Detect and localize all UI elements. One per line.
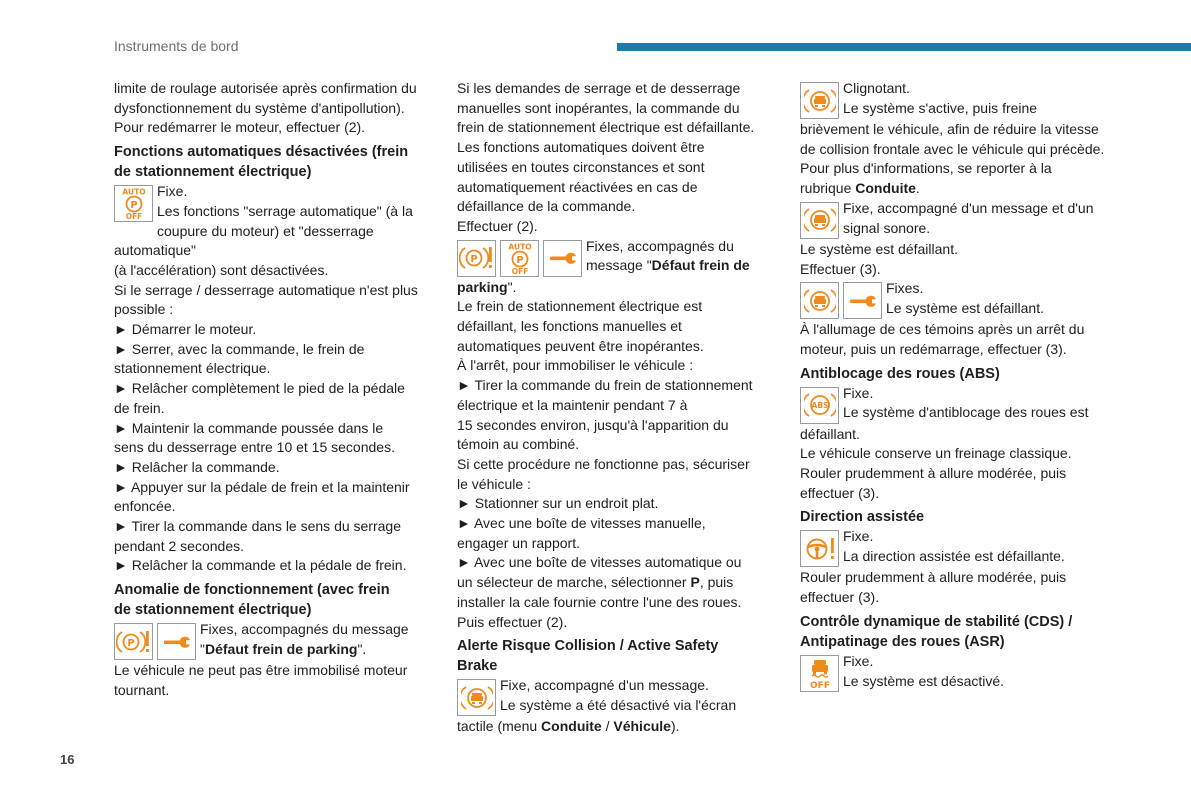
text-line: Fixes, accompagnés du xyxy=(586,237,734,254)
text-line: Puis effectuer (2). xyxy=(457,613,568,630)
icon-group xyxy=(457,679,496,716)
svg-text:OFF: OFF xyxy=(809,681,830,690)
text-line: ► Appuyer sur la pédale de frein et la maintenir xyxy=(114,478,410,495)
text-line: Fixes, accompagnés du message xyxy=(200,621,409,638)
abs-warning-icon xyxy=(800,387,839,424)
svg-text:OFF: OFF xyxy=(125,212,142,221)
steering-wheel-fault-icon xyxy=(800,530,839,567)
text-line: ► Relâcher la commande et la pédale de frein. xyxy=(114,557,407,574)
text-line: Clignotant. xyxy=(843,80,910,96)
svg-text:P: P xyxy=(515,254,524,266)
text-line: Effectuer (3). xyxy=(800,260,881,277)
auto-park-off-icon xyxy=(114,185,153,222)
collision-alert-icon xyxy=(800,82,839,119)
park-brake-fault-icon xyxy=(457,240,496,277)
icon-group xyxy=(114,623,196,660)
text-line: défaillance de la commande. xyxy=(457,198,636,215)
text-line: ► Relâcher la commande. xyxy=(114,458,280,475)
park-brake-fault-icon xyxy=(114,623,153,660)
esp-off-icon xyxy=(800,655,839,692)
text-line: effectuer (3). xyxy=(800,589,880,606)
text-line: Le système est désactivé. xyxy=(843,672,1005,689)
text-line: À l'arrêt, pour immobiliser le véhicule : xyxy=(457,357,694,374)
text-line: Fixe, accompagné d'un message et d'un xyxy=(843,199,1094,216)
text-line: À l'allumage de ces témoins après un arrêt du xyxy=(800,321,1085,338)
text-line: Le système s'active, puis freine xyxy=(843,99,1038,116)
text-line: limite de roulage autorisée après confirmation du xyxy=(114,80,417,96)
svg-text:ABS: ABS xyxy=(811,401,828,411)
text-line: stationnement électrique. xyxy=(114,360,271,377)
text-line: "Défaut frein de parking". xyxy=(200,640,367,657)
icon-group xyxy=(114,185,153,222)
section-heading-auto-functions: Fonctions automatiques désactivées (frein de stationnement électrique) xyxy=(114,144,409,181)
text-line: ► Serrer, avec la commande, le frein de xyxy=(114,340,365,357)
text-line: Si cette procédure ne fonctionne pas, sécuriser xyxy=(457,455,750,472)
text-line: frein de stationnement électrique est défaillante. xyxy=(457,119,755,136)
text-line: ► Relâcher complètement le pied de la pédale xyxy=(114,380,405,397)
text-line: de collision frontale avec le véhicule qui précède. xyxy=(800,140,1105,157)
icon-group xyxy=(457,240,582,277)
text-line: installer la cale fournie contre l'une des roues. xyxy=(457,593,742,610)
text-line: Fixe. xyxy=(843,528,874,545)
text-line: engager un rapport. xyxy=(457,534,580,551)
icon-group xyxy=(800,82,839,119)
text-line: tournant. xyxy=(114,681,170,698)
text-line: manuelles sont inopérantes, la commande du xyxy=(457,99,740,116)
text-line: Fixe, accompagné d'un message. xyxy=(500,677,709,694)
text-line: ► Tirer la commande dans le sens du serrage xyxy=(114,518,401,535)
text-line: Fixes. xyxy=(886,280,924,297)
text-line: Si le serrage / desserrage automatique n'est plus xyxy=(114,281,418,298)
wrench-icon xyxy=(157,623,196,660)
text-line: témoin au combiné. xyxy=(457,436,580,453)
text-line: ► Tirer la commande du frein de stationnement xyxy=(457,377,753,394)
text-line: Pour plus d'informations, se reporter à la xyxy=(800,160,1052,177)
text-line: électrique et la maintenir pendant 7 à xyxy=(457,396,688,413)
text-line: Le système d'antiblocage des roues est xyxy=(843,404,1089,421)
text-line: La direction assistée est défaillante. xyxy=(843,548,1065,565)
text-line: brièvement le véhicule, afin de réduire la vitesse xyxy=(800,121,1099,137)
text-line: effectuer (3). xyxy=(800,484,880,501)
text-line: 15 secondes environ, jusqu'à l'apparition du xyxy=(457,416,729,433)
text-line: Pour redémarrer le moteur, effectuer (2). xyxy=(114,119,366,136)
page-number: 16 xyxy=(60,752,75,767)
svg-text:AUTO: AUTO xyxy=(507,242,532,252)
text-line: coupure du moteur) et "desserrage automatique" xyxy=(114,222,374,259)
collision-alert-icon xyxy=(800,202,839,239)
text-line: (à l'accélération) sont désactivées. xyxy=(114,261,329,278)
text-line: Le véhicule conserve un freinage classique. xyxy=(800,445,1072,462)
text-line: défaillant, les fonctions manuelles et xyxy=(457,318,682,335)
auto-park-off-icon xyxy=(500,240,539,277)
text-line: parking". xyxy=(457,278,517,295)
text-line: rubrique Conduite. xyxy=(800,180,920,197)
text-line: automatiquement réactivées en cas de xyxy=(457,178,698,195)
text-line: Le système est défaillant. xyxy=(886,299,1044,316)
header-accent-bar xyxy=(617,43,1191,51)
text-line: Fixe. xyxy=(157,183,188,200)
icon-group xyxy=(800,655,839,692)
text-line: Fixe. xyxy=(843,384,874,401)
collision-alert-icon xyxy=(457,679,496,716)
text-line: Le frein de stationnement électrique est xyxy=(457,298,703,315)
collision-alert-icon xyxy=(800,282,839,319)
section-heading-malfunction: Anomalie de fonctionnement (avec frein de stationnement électrique) xyxy=(114,582,390,619)
text-line: de frein. xyxy=(114,399,165,416)
column-1 xyxy=(114,79,436,701)
text-line: ► Avec une boîte de vitesses automatique ou xyxy=(457,554,742,571)
text-line: Le système est défaillant. xyxy=(800,240,958,257)
text-line: Rouler prudemment à allure modérée, puis xyxy=(800,465,1067,482)
text-line: Le véhicule ne peut pas être immobilisé moteur xyxy=(114,662,408,679)
svg-text:P: P xyxy=(469,254,478,266)
text-line: Fixe. xyxy=(843,652,874,669)
text-line: Rouler prudemment à allure modérée, puis xyxy=(800,569,1067,586)
text-line: automatiques peuvent être inopérantes. xyxy=(457,337,704,354)
text-line: signal sonore. xyxy=(843,219,931,236)
svg-text:OFF: OFF xyxy=(511,266,528,275)
text-line: Effectuer (2). xyxy=(457,217,538,234)
section-heading-collision-alert: Alerte Risque Collision / Active Safety Brake xyxy=(457,638,719,675)
text-line: pendant 2 secondes. xyxy=(114,537,244,554)
svg-text:P: P xyxy=(129,199,138,211)
text-line: enfoncée. xyxy=(114,498,176,515)
text-line: ► Maintenir la commande poussée dans le xyxy=(114,419,384,436)
text-line: dysfonctionnement du système d'antipollution). xyxy=(114,99,405,116)
icon-group xyxy=(800,282,882,319)
text-line: le véhicule : xyxy=(457,475,531,492)
section-heading-abs: Antiblocage des roues (ABS) xyxy=(800,365,1000,382)
text-line: message "Défaut frein de xyxy=(586,257,750,274)
section-heading-stability-control: Contrôle dynamique de stabilité (CDS) / Antipatinage des roues (ASR) xyxy=(800,613,1073,650)
svg-text:P: P xyxy=(126,637,135,649)
wrench-icon xyxy=(843,282,882,319)
text-line: sens du desserrage entre 10 et 15 secondes. xyxy=(114,439,395,456)
column-2 xyxy=(457,79,779,737)
wrench-icon xyxy=(543,240,582,277)
text-line: ► Avec une boîte de vitesses manuelle, xyxy=(457,515,706,532)
text-line: Si les demandes de serrage et de desserrage xyxy=(457,80,741,96)
text-line: possible : xyxy=(114,301,174,318)
icon-group xyxy=(800,202,839,239)
text-line: Les fonctions automatiques doivent être xyxy=(457,139,705,156)
text-line: tactile (menu Conduite / Véhicule). xyxy=(457,718,680,735)
text-line: Les fonctions "serrage automatique" (à la xyxy=(157,202,413,219)
icon-group xyxy=(800,387,839,424)
text-line: Le système a été désactivé via l'écran xyxy=(500,696,737,713)
icon-group xyxy=(800,530,839,567)
svg-text:AUTO: AUTO xyxy=(121,187,146,197)
section-heading-power-steering: Direction assistée xyxy=(800,509,925,526)
text-line: utilisées en toutes circonstances et sont xyxy=(457,158,705,175)
text-line: ► Stationner sur un endroit plat. xyxy=(457,495,659,512)
text-line: ► Démarrer le moteur. xyxy=(114,321,257,338)
header-title: Instruments de bord xyxy=(114,38,239,54)
text-line: un sélecteur de marche, sélectionner P, puis xyxy=(457,574,734,591)
text-line: défaillant. xyxy=(800,425,860,442)
column-3 xyxy=(800,79,1130,693)
text-line: moteur, puis un redémarrage, effectuer (3). xyxy=(800,340,1067,357)
